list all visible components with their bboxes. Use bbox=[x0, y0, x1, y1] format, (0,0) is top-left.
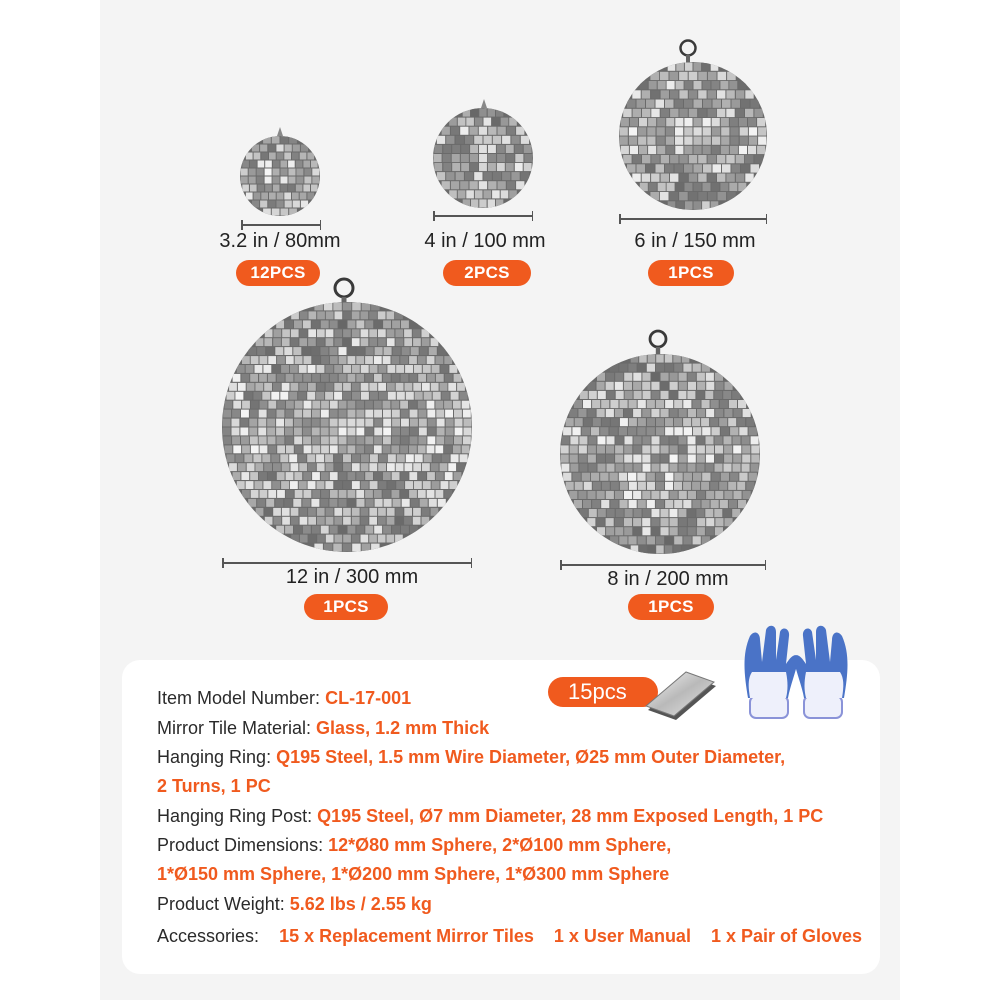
dimension-line-100mm bbox=[433, 211, 533, 221]
spec-ring-post bbox=[157, 806, 823, 827]
spec-value: 5.62 lbs / 2.55 kg bbox=[289, 894, 432, 914]
mirror-ball-200mm bbox=[560, 354, 760, 554]
dimension-line-80mm bbox=[241, 220, 321, 230]
spec-weight bbox=[157, 894, 432, 915]
qty-badge-100mm: 2PCS bbox=[443, 260, 531, 286]
spec-label: Item Model Number: bbox=[157, 688, 321, 708]
spec-value: CL-17-001 bbox=[325, 688, 412, 708]
tiles-count-badge: 15pcs bbox=[548, 677, 658, 707]
spec-label: Hanging Ring: bbox=[157, 747, 272, 767]
qty-badge-300mm: 1PCS bbox=[304, 594, 388, 620]
gloves-icon bbox=[736, 624, 856, 729]
mirror-ball-100mm bbox=[433, 108, 533, 208]
size-label-150mm: 6 in / 150 mm bbox=[634, 230, 756, 252]
mirror-ball-300mm bbox=[222, 302, 472, 552]
accessory-item: 15 x Replacement Mirror Tiles bbox=[279, 926, 534, 946]
accessory-item: 1 x User Manual bbox=[553, 926, 691, 946]
spec-dimensions-cont bbox=[157, 864, 669, 885]
mirror-tile-icon bbox=[640, 668, 720, 731]
qty-badge-200mm: 1PCS bbox=[628, 594, 714, 620]
spec-hanging-ring-cont bbox=[157, 776, 271, 797]
size-label-300mm: 12 in / 300 mm bbox=[285, 566, 419, 588]
spec-value: Q195 Steel, 1.5 mm Wire Diameter, Ø25 mm Outer Diameter, bbox=[276, 747, 786, 767]
spec-hanging-ring bbox=[157, 747, 785, 768]
spec-value: Q195 Steel, Ø7 mm Diameter, 28 mm Exposed Length, 1 PC bbox=[317, 806, 824, 826]
dimension-line-150mm bbox=[619, 214, 767, 224]
spec-value: 12*Ø80 mm Sphere, 2*Ø100 mm Sphere, bbox=[328, 835, 672, 855]
spec-value: 1*Ø150 mm Sphere, 1*Ø200 mm Sphere, 1*Ø300 mm Sphere bbox=[157, 864, 670, 884]
spec-label: Mirror Tile Material: bbox=[157, 718, 312, 738]
spec-tile-material bbox=[157, 718, 489, 739]
spec-model bbox=[157, 688, 411, 709]
qty-badge-80mm: 12PCS bbox=[236, 260, 320, 286]
spec-label: Accessories: bbox=[157, 926, 260, 946]
spec-value: Glass, 1.2 mm Thick bbox=[316, 718, 490, 738]
spec-label: Hanging Ring Post: bbox=[157, 806, 313, 826]
spec-dimensions bbox=[157, 835, 671, 856]
mirror-ball-150mm bbox=[619, 62, 767, 210]
mirror-ball-80mm bbox=[240, 136, 320, 216]
spec-value: 2 Turns, 1 PC bbox=[157, 776, 271, 796]
accessory-item: 1 x Pair of Gloves bbox=[710, 926, 863, 946]
spec-label: Product Dimensions: bbox=[157, 835, 324, 855]
spec-label: Product Weight: bbox=[157, 894, 285, 914]
spec-accessories bbox=[157, 926, 862, 947]
qty-badge-150mm: 1PCS bbox=[648, 260, 734, 286]
size-label-200mm: 8 in / 200 mm bbox=[607, 568, 729, 590]
size-label-80mm: 3.2 in / 80mm bbox=[219, 230, 341, 252]
size-label-100mm: 4 in / 100 mm bbox=[424, 230, 546, 252]
